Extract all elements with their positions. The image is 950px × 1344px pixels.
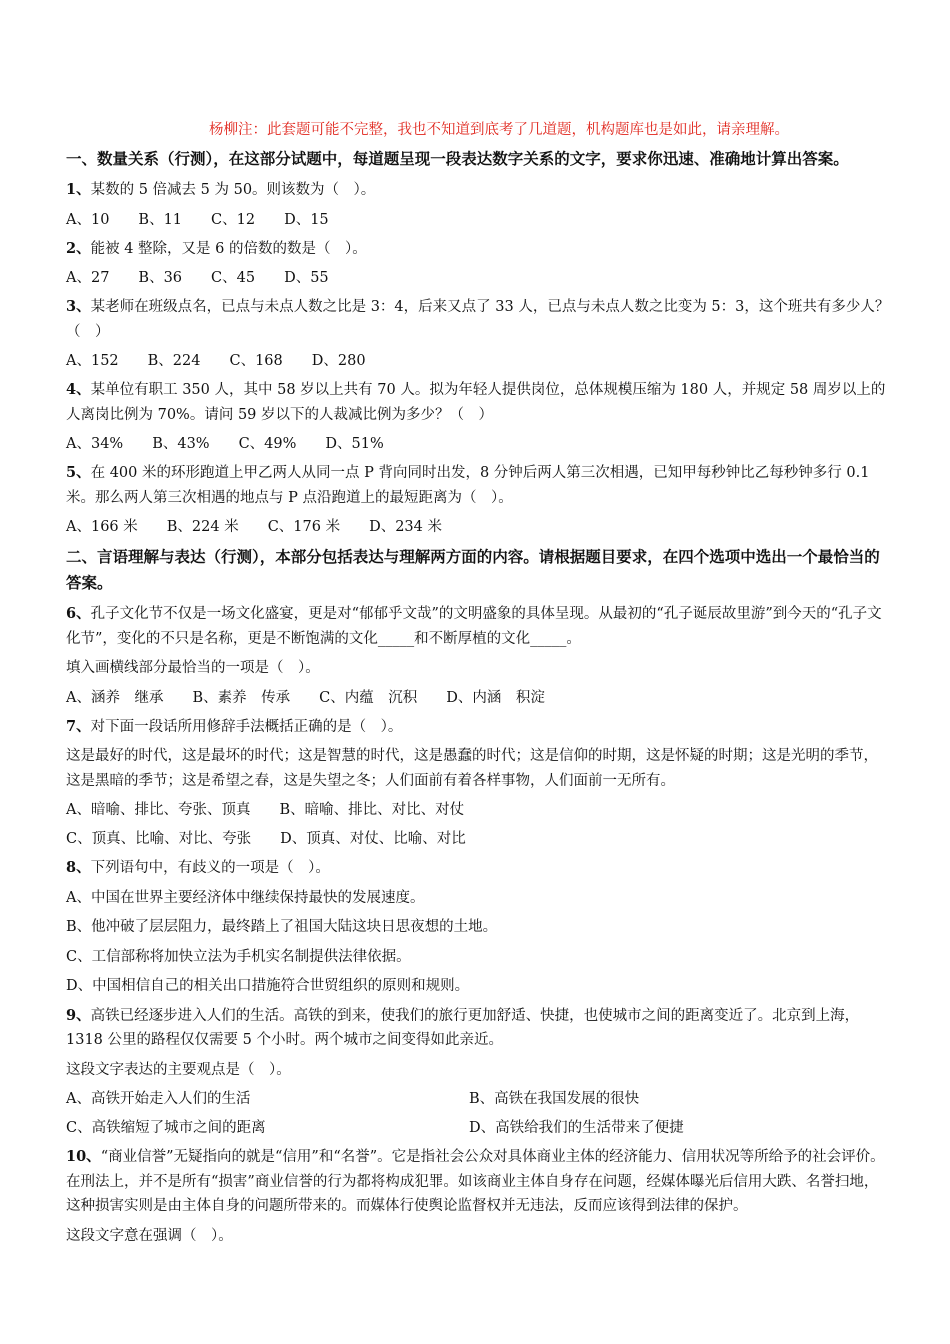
question-5 [66,461,892,510]
question-10-prompt: 这段文字意在强调（ ）。 [66,1227,233,1244]
question-6 [66,602,892,651]
question-8-option-d: D、中国相信自己的相关出口措施符合世贸组织的原则和规则。 [66,978,470,994]
question-number: 5、 [66,464,91,481]
section-heading-verbal: 二、言语理解与表达（行测），本部分包括表达与理解两方面的内容。请根据题目要求，在四个选项中选出一个最恰当的答案。 [66,547,880,592]
question-number: 4、 [66,381,91,398]
question-1 [66,178,892,203]
question-2-options: A、27 B、36 C、45 D、55 [66,270,329,286]
question-3 [66,295,892,344]
question-number: 2、 [66,239,91,257]
question-7-options-ab: A、暗喻、排比、夸张、顶真 B、暗喻、排比、对比、对仗 [66,802,465,818]
question-9-options-cd [66,1116,892,1140]
question-8-option-c: C、工信部称将加快立法为手机实名制提供法律依据。 [66,948,411,965]
question-number: 1、 [66,181,91,198]
question-text: 下列语句中，有歧义的一项是（ ）。 [90,860,330,876]
question-9-option-d: D、高铁给我们的生活带来了便捷 [469,1120,684,1136]
question-text: 某单位有职工 350 人，其中 58 岁以上共有 70 人。拟为年轻人提供岗位，总体规模压缩为 180 人，并规定 58 周岁以上的人离岗比例为 70%。请问 59 岁以下的人裁减比例为多少？（ ） [66,382,886,423]
question-8-option-a: A、中国在世界主要经济体中继续保持最快的发展速度。 [66,889,425,906]
question-number: 3、 [66,298,91,315]
question-6-options: A、涵养 继承 B、素养 传承 C、内蕴 沉积 D、内涵 积淀 [66,689,545,706]
question-9-options-ab [66,1087,892,1111]
question-number: 7、 [66,717,91,735]
question-text: 某老师在班级点名，已点与未点人数之比是 3：4，后来又点了 33 人，已点与未点人数之比变为 5：3，这个班共有多少人？（ ） [66,299,890,340]
question-9-option-a: A、高铁开始走入人们的生活 [66,1091,251,1107]
question-4-options: A、34% B、43% C、49% D、51% [66,436,384,452]
question-number: 6、 [66,605,91,622]
question-text: 高铁已经逐步进入人们的生活。高铁的到来，使我们的旅行更加舒适、快捷，也使城市之间的距离变近了。北京到上海，1318 公里的路程仅仅需要 5 个小时。两个城市之间变得如此亲近。 [66,1007,860,1048]
section-heading-quantitative: 一、数量关系（行测），在这部分试题中，每道题呈现一段表达数字关系的文字，要求你迅速、准确地计算出答案。 [66,149,849,168]
question-9-option-b: B、高铁在我国发展的很快 [469,1091,640,1107]
question-9 [66,1004,892,1053]
question-text: 在 400 米的环形跑道上甲乙两人从同一点 P 背向同时出发，8 分钟后两人第三次相遇，已知甲每秒钟比乙每秒钟多行 0.1 米。那么两人第三次相遇的地点与 P 点沿跑道上的最短距离为（ ）。 [66,465,870,506]
question-text: “商业信誉”无疑指向的就是“信用”和“名誉”。它是指社会公众对具体商业主体的经济能力、信用状况等所给予的社会评价。在刑法上，并不是所有“损害”商业信誉的行为都将构成犯罪。如该商业主体自身存在问题，经媒体曝光后信用大跌、名誉扫地，这种损害实则是由主体自身的问题所带来的。而媒体行使舆论监督权并无违法，反而应该得到法律的保护。 [66,1149,885,1214]
question-8-option-b: B、他冲破了层层阻力，最终踏上了祖国大陆这块日思夜想的土地。 [66,919,498,935]
question-9-prompt: 这段文字表达的主要观点是（ ）。 [66,1061,291,1078]
document-page [66,118,892,1253]
question-number: 9、 [66,1006,91,1024]
question-5-options: A、166 米 B、224 米 C、176 米 D、234 米 [66,519,442,535]
question-8 [66,856,892,881]
question-3-options: A、152 B、224 C、168 D、280 [66,353,366,369]
question-7 [66,715,892,740]
question-text: 孔子文化节不仅是一场文化盛宴，更是对“郁郁乎文哉”的文明盛象的具体呈现。从最初的“孔子诞辰故里游”到今天的“孔子文化节”，变化的不只是名称，更是不断饱满的文化_____和不断厚植的文化_____。 [66,606,882,647]
question-6-prompt: 填入画横线部分最恰当的一项是（ ）。 [66,660,320,676]
question-7-options-cd: C、顶真、比喻、对比、夸张 D、顶真、对仗、比喻、对比 [66,831,466,847]
question-number: 8、 [66,859,91,876]
question-text: 对下面一段话所用修辞手法概括正确的是（ ）。 [90,718,403,735]
question-1-options: A、10 B、11 C、12 D、15 [66,211,329,228]
question-4 [66,378,892,427]
editor-note: 杨柳注：此套题可能不完整，我也不知道到底考了几道题，机构题库也是如此，请亲理解。 [209,122,789,138]
question-10 [66,1145,892,1219]
question-2 [66,237,892,262]
question-9-option-c: C、高铁缩短了城市之间的距离 [66,1120,266,1136]
question-number: 10、 [66,1148,101,1165]
question-text: 能被 4 整除，又是 6 的倍数的数是（ ）。 [90,240,367,257]
question-7-passage: 这是最好的时代，这是最坏的时代；这是智慧的时代，这是愚蠢的时代；这是信仰的时期，这是怀疑的时期；这是光明的季节，这是黑暗的季节；这是希望之春，这是失望之冬；人们面前有着各样事物，人们面前一无所有。 [66,748,878,789]
question-text: 某数的 5 倍减去 5 为 50。则该数为（ ）。 [90,182,376,198]
